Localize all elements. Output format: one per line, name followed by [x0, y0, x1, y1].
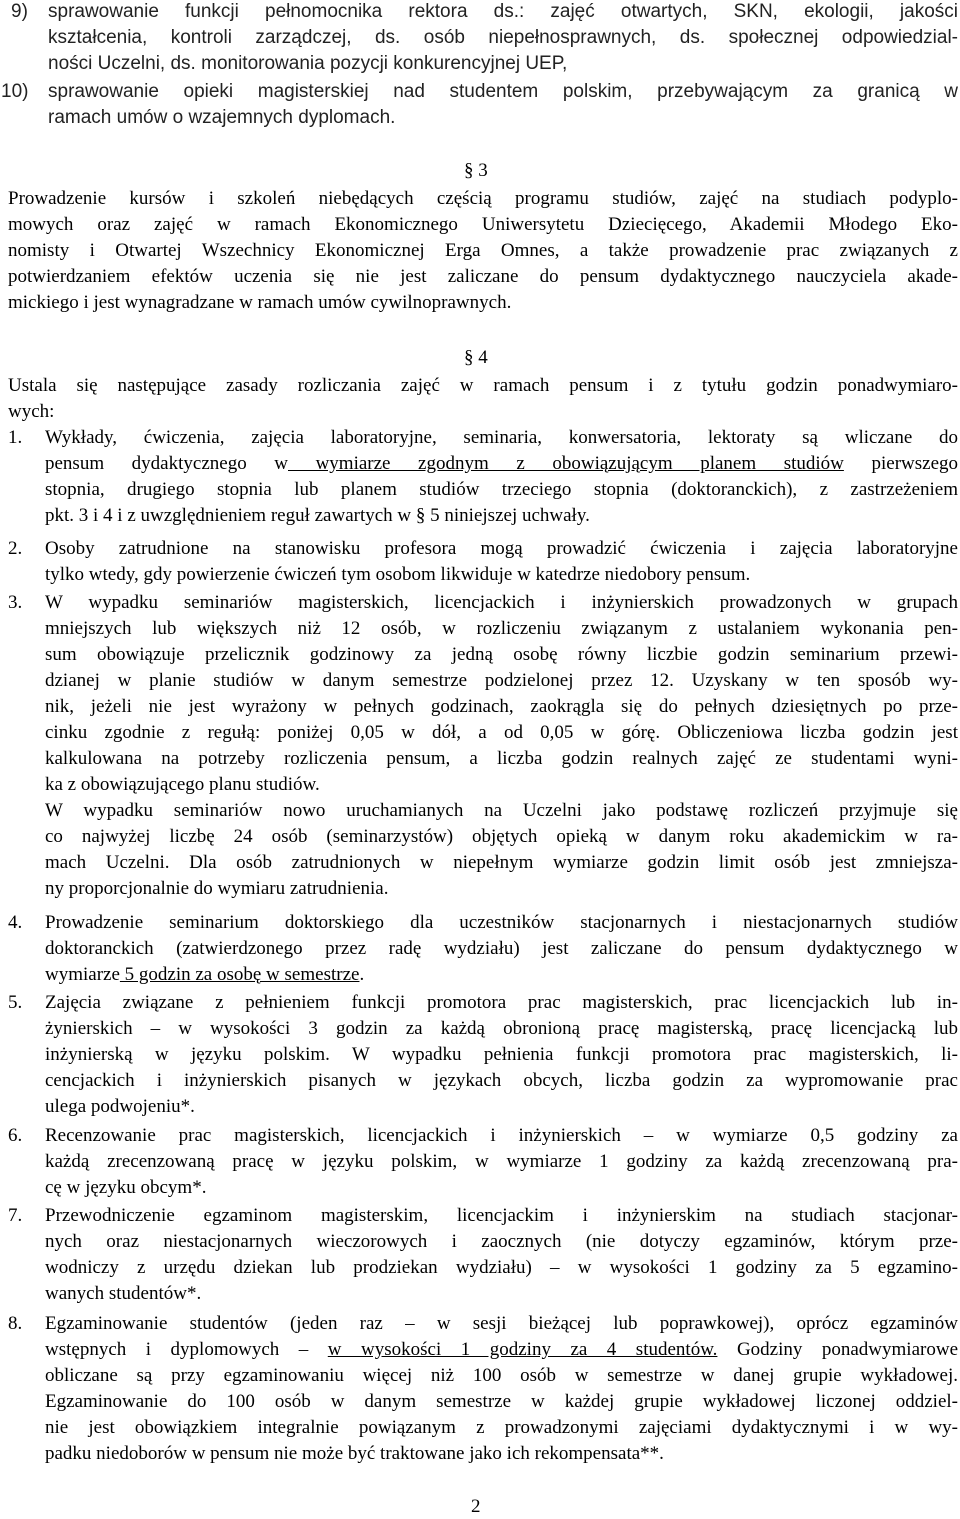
- point-8-text: [45, 1311, 958, 1467]
- point-8-line: Egzaminowanie studentów (jeden raz – w sesji bieżącej lub poprawkowej), oprócz egzaminów: [45, 1313, 958, 1334]
- point-5-number: 5.: [8, 992, 23, 1013]
- item-9-line: ności Uczelni, ds. monitorowania pozycji konkurencyjnej UEP,: [48, 53, 568, 74]
- section-3-line: mickiego i jest wynagradzane w ramach umów cywilnoprawnych.: [8, 292, 512, 313]
- point-3-line: nik, jeżeli nie jest wyrażony w pełnych godzinach, zaokrągla się do pełnych dziesiętnych po prze-: [45, 696, 958, 717]
- point-5-line: żynierskich – w wysokości 3 godzin za każdą obronioną pracę magisterską, pracę licencjacką lub: [45, 1018, 958, 1039]
- underlined-phrase: 5 godzin za osobę w semestrze: [119, 964, 360, 985]
- point-4-text: [45, 910, 958, 988]
- section-4-heading: § 4: [464, 347, 488, 368]
- point-3-line: mniejszych lub większych niż 12 osób, w rozliczeniu związanym z ustalaniem wykonania pen-: [45, 618, 958, 639]
- point-4-line: wymiarze 5 godzin za osobę w semestrze.: [45, 964, 365, 985]
- point-3-line: cinku zgodnie z regułą: poniżej 0,05 w dół, a od 0,05 w górę. Obliczeniowa liczba godzin jest: [45, 722, 958, 743]
- point-5-line: inżynierską w języku polskim. W wypadku pełnienia funkcji promotora prac magisterskich, li-: [45, 1044, 958, 1065]
- item-10-number: 10): [1, 81, 29, 102]
- point-8-line: wstępnych i dyplomowych – w wysokości 1 godziny za 4 studentów. Godziny ponadwymiarowe: [45, 1339, 958, 1360]
- point-2-text: [45, 536, 958, 588]
- point-1-line: Wykłady, ćwiczenia, zajęcia laboratoryjne, seminaria, konwersatoria, lektoraty są wliczane do: [45, 427, 958, 448]
- section-3-line: Prowadzenie kursów i szkoleń niebędących częścią programu studiów, zajęć na studiach podyplo-: [8, 188, 958, 209]
- point-5-line: Zajęcia związane z pełnieniem funkcji promotora prac magisterskich, prac licencjackich lub in-: [45, 992, 958, 1013]
- point-8-line: Egzaminowanie do 100 osób w danym semestrze w każdej grupie wykładowej liczonej oddziel-: [45, 1391, 958, 1412]
- section-3-line: mowych oraz zajęć w ramach Ekonomicznego Uniwersytetu Dziecięcego, Akademii Młodego Eko-: [8, 214, 958, 235]
- point-3-text: [45, 590, 958, 902]
- point-6-line: Recenzowanie prac magisterskich, licencjackich i inżynierskich – w wymiarze 0,5 godziny za: [45, 1125, 958, 1146]
- item-9-text: [48, 0, 958, 77]
- point-1-line: pkt. 3 i 4 i z uwzględnieniem reguł zawartych w § 5 niniejszej uchwały.: [45, 505, 590, 526]
- point-3-line: ka z obowiązującego planu studiów.: [45, 774, 320, 795]
- item-9-number: 9): [11, 1, 28, 22]
- point-7-line: Przewodniczenie egzaminom magisterskim, licencjackim i inżynierskim na studiach stacjonar-: [45, 1205, 958, 1226]
- point-5-line: ulega podwojeniu*.: [45, 1096, 195, 1117]
- underlined-phrase: w wysokości 1 godziny za 4 studentów.: [327, 1339, 718, 1360]
- point-4-line: doktoranckich (zatwierdzonego przez radę wydziału) jest zaliczane do pensum dydaktycznego w: [45, 938, 958, 959]
- point-3-line: dzianej w planie studiów w danym semestrze podzielonej przez 12. Uzyskany w ten sposób wy-: [45, 670, 958, 691]
- point-7-line: nych oraz niestacjonarnych wieczorowych i zaocznych (nie dotyczy egzaminów, którym prze-: [45, 1231, 958, 1252]
- section-4-intro-line: wych:: [8, 401, 55, 422]
- point-3-line: sum obowiązuje przelicznik godzinowy za jedną osobę równy liczbie godzin seminarium przewi-: [45, 644, 958, 665]
- point-8-line: obliczane są przy egzaminowaniu więcej niż 100 osób w semestrze w danej grupie wykładowej.: [45, 1365, 958, 1386]
- point-1-number: 1.: [8, 427, 23, 448]
- point-3-line: W wypadku seminariów magisterskich, licencjackich i inżynierskich prowadzonych w grupach: [45, 592, 958, 613]
- section-3-body: [8, 186, 958, 316]
- point-8-number: 8.: [8, 1313, 23, 1334]
- section-4-intro: [8, 373, 958, 425]
- point-7-number: 7.: [8, 1205, 23, 1226]
- point-4-number: 4.: [8, 912, 23, 933]
- point-6-number: 6.: [8, 1125, 23, 1146]
- point-7-text: [45, 1203, 958, 1307]
- item-9-line: kształcenia, kontroli zarządczej, ds. osób niepełnosprawnych, ds. społecznej odpowiedzial-: [48, 27, 958, 48]
- point-8-line: padku niedoborów w pensum nie może być traktowane jako ich rekompensata**.: [45, 1443, 664, 1464]
- section-3-line: nomisty i Otwartej Wszechnicy Ekonomicznej Erga Omnes, a także prowadzenie prac związanych z: [8, 240, 958, 261]
- item-10-line: sprawowanie opieki magisterskiej nad studentem polskim, przebywającym za granicą w: [48, 81, 958, 102]
- section-3-line: potwierdzaniem efektów uczenia się nie jest zaliczane do pensum dydaktycznego nauczyciela akade-: [8, 266, 958, 287]
- underlined-phrase: wymiarze zgodnym z obowiązującym planem studiów: [288, 453, 844, 474]
- point-7-line: wodniczy z urzędu dziekan lub prodziekan wydziału) – w wysokości 1 godziny za 5 egzamino-: [45, 1257, 958, 1278]
- item-10-text: [48, 79, 958, 131]
- point-6-line: cę w języku obcym*.: [45, 1177, 207, 1198]
- item-10-line: ramach umów o wzajemnych dyplomach.: [48, 107, 396, 128]
- point-7-line: wanych studentów*.: [45, 1283, 202, 1304]
- point-3-number: 3.: [8, 592, 23, 613]
- point-5-text: [45, 990, 958, 1120]
- point-2-number: 2.: [8, 538, 23, 559]
- point-4-line: Prowadzenie seminarium doktorskiego dla uczestników stacjonarnych i niestacjonarnych studiów: [45, 912, 958, 933]
- page-number: 2: [471, 1496, 481, 1517]
- point-3-line: W wypadku seminariów nowo uruchamianych na Uczelni jako podstawę rozliczeń przyjmuje się: [45, 800, 958, 821]
- point-2-line: Osoby zatrudnione na stanowisku profesora mogą prowadzić ćwiczenia i zajęcia laboratoryjne: [45, 538, 958, 559]
- point-1-line: stopnia, drugiego stopnia lub planem studiów trzeciego stopnia (doktoranckich), z zastrzeżeniem: [45, 479, 958, 500]
- point-1-line: pensum dydaktycznego w wymiarze zgodnym z obowiązującym planem studiów pierwszego: [45, 453, 959, 474]
- point-1-text: [45, 425, 958, 529]
- point-5-line: cencjackich i inżynierskich pisanych w językach obcych, liczba godzin za wypromowanie prac: [45, 1070, 958, 1091]
- point-3-line: ny proporcjonalnie do wymiaru zatrudnienia.: [45, 878, 389, 899]
- point-3-line: co najwyżej liczbę 24 osób (seminarzystów) objętych opieką w danym roku akademickim w ra-: [45, 826, 958, 847]
- point-8-line: nie jest obowiązkiem integralnie powiązanym z prowadzonymi zajęciami dydaktycznymi i w wy-: [45, 1417, 958, 1438]
- point-2-line: tylko wtedy, gdy powierzenie ćwiczeń tym osobom likwiduje w katedrze niedobory pensum.: [45, 564, 751, 585]
- point-3-line: mach Uczelni. Dla osób zatrudnionych w niepełnym wymiarze godzin limit osób jest zmniejsza-: [45, 852, 958, 873]
- point-6-text: [45, 1123, 958, 1201]
- point-6-line: każdą zrecenzowaną pracę w języku polskim, w wymiarze 1 godziny za każdą zrecenzowaną pra-: [45, 1151, 958, 1172]
- section-3-heading: § 3: [464, 160, 488, 181]
- section-4-intro-line: Ustala się następujące zasady rozliczania zajęć w ramach pensum i z tytułu godzin ponadwymiaro-: [8, 375, 958, 396]
- point-3-line: kalkulowana na potrzeby rozliczenia pensum, a liczba godzin realnych zajęć ze studentami wyni-: [45, 748, 958, 769]
- item-9-line: sprawowanie funkcji pełnomocnika rektora ds.: zajęć otwartych, SKN, ekologii, jakości: [48, 1, 958, 22]
